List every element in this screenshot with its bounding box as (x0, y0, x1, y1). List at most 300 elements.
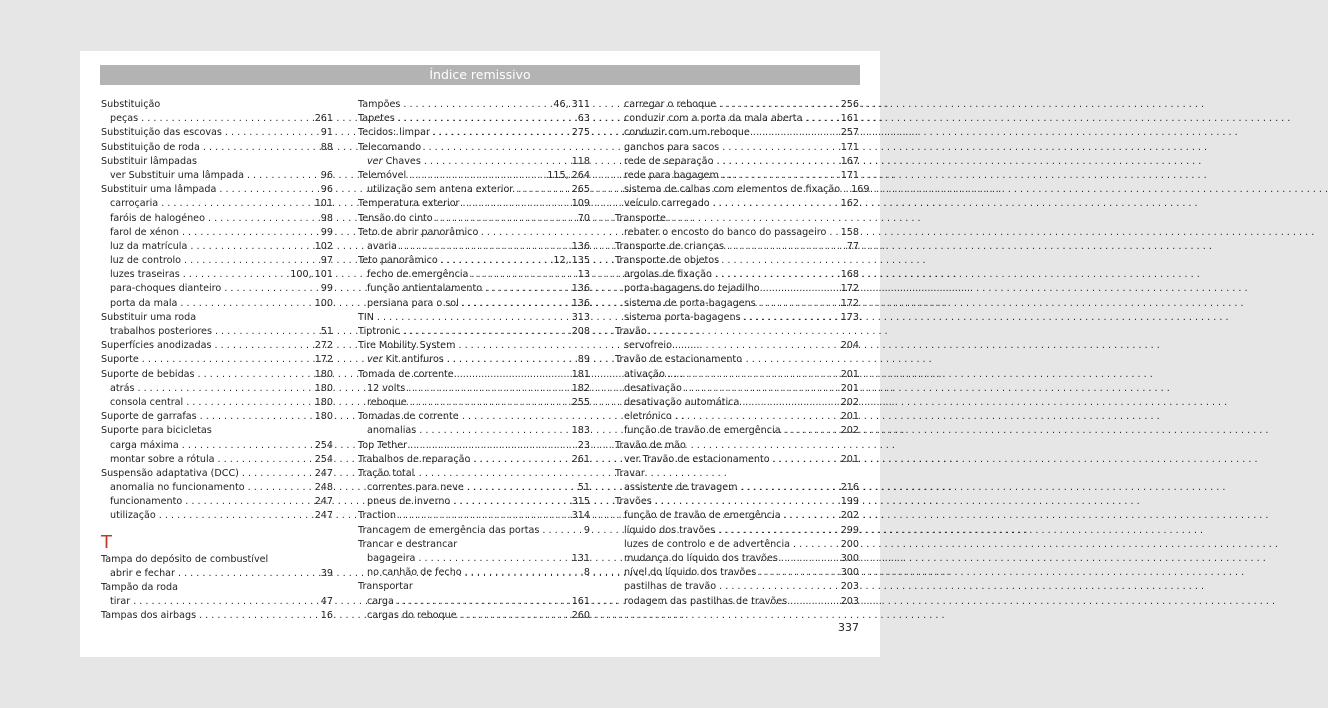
index-entry-term: funcionamento (110, 496, 183, 508)
index-entry-term: função de travão de emergência (624, 510, 781, 522)
index-entry (615, 566, 859, 580)
index-entry-term: Tomada de corrente (358, 368, 454, 380)
index-entry-term: Tiptronic (358, 326, 400, 337)
index-entry-term: trabalhos posteriores (110, 326, 212, 337)
index-entry-term: atrás (110, 382, 135, 394)
index-entry-page: 315 (571, 496, 590, 508)
index-entry (615, 126, 859, 140)
index-entry (101, 424, 333, 438)
index-entry-term: farol de xénon (110, 226, 179, 238)
leader-dots (453, 495, 569, 509)
leader-dots (185, 495, 312, 509)
leader-dots (467, 481, 576, 495)
leader-dots (463, 197, 570, 211)
leader-dots (790, 595, 839, 609)
index-entry-page: 300 (840, 553, 859, 564)
index-entry-page: 161 (840, 113, 859, 125)
index-entry-term: Transportar (358, 581, 413, 593)
index-entry-term: Tampas dos airbags (101, 610, 197, 622)
leader-dots (377, 311, 570, 325)
index-entry (615, 212, 859, 226)
index-entry-page: 131 (571, 553, 590, 564)
index-entry-term: Travões (615, 496, 652, 508)
index-entry (101, 453, 333, 467)
index-entry-term: Telemóvel (358, 169, 407, 181)
index-entry (615, 197, 859, 211)
index-entry-term: conduzir com a porta da mala aberta (624, 113, 803, 125)
index-entry-term: cargas do reboque (367, 609, 457, 621)
leader-dots (471, 268, 575, 282)
page-header (100, 65, 860, 85)
index-entry (101, 169, 333, 183)
index-entry (101, 382, 333, 396)
leader-dots (447, 353, 576, 367)
leader-dots (716, 155, 838, 169)
index-entry-page: 202 (840, 425, 859, 437)
leader-dots (400, 240, 570, 254)
leader-dots (142, 353, 313, 367)
leader-dots (759, 566, 838, 580)
leader-dots (203, 141, 319, 155)
index-entry-term: nível do líquido dos travões (624, 567, 757, 579)
leader-dots (460, 609, 570, 623)
index-entry (615, 524, 859, 538)
index-entry-term: Substituir uma roda (101, 311, 197, 323)
see-reference-prefix: ver (367, 155, 383, 167)
index-entry-term: Trabalhos de reparação (358, 453, 471, 465)
index-entry (358, 212, 590, 226)
leader-dots (741, 481, 839, 495)
index-entry-page: 168 (840, 269, 859, 281)
index-entry-term: persiana para o sol (367, 297, 459, 309)
index-entry-page: 8 (583, 567, 590, 579)
index-entry (615, 580, 859, 594)
index-entry-page: 180 (314, 396, 333, 408)
leader-dots (719, 580, 839, 594)
index-entry-term: correntes para neve (367, 482, 464, 494)
index-entry-page: 254 (314, 453, 333, 465)
index-entry (615, 297, 859, 311)
index-entry (615, 495, 859, 509)
index-entry (615, 254, 859, 268)
index-entry (101, 481, 333, 495)
index-entry (615, 112, 859, 126)
index-entry-term: Transporte (615, 212, 666, 224)
leader-dots (829, 226, 838, 240)
index-entry-term: Suspensão adaptativa (DCC) (101, 467, 239, 479)
index-entry (358, 566, 590, 580)
index-entry (101, 353, 333, 367)
index-entry-page: 96 (320, 169, 333, 181)
index-entry-term: sistema porta-bagagens (624, 311, 741, 323)
index-entry-term: Tampão da roda (101, 582, 178, 593)
leader-dots (161, 197, 313, 211)
index-entry (358, 254, 590, 268)
index-entry-term: Tampa do depósito de combustível (101, 553, 269, 565)
index-entry (358, 155, 590, 169)
index-entry-page: 136 (571, 297, 590, 309)
index-entry (615, 410, 859, 424)
index-entry-page: 70 (577, 212, 590, 224)
index-entry-page: 172 (840, 297, 859, 309)
index-entry-term: Substituir uma lâmpada (101, 184, 217, 196)
index-entry-page: 169 (851, 184, 870, 196)
index-entry-page: 171 (840, 169, 859, 181)
index-entry-page: 261 (571, 453, 590, 465)
index-entry-term: porta da mala (110, 297, 178, 309)
index-entry (358, 112, 590, 126)
index-entry (101, 581, 333, 595)
index-entry-term: Tração total (358, 467, 415, 479)
index-entry (358, 467, 590, 481)
leader-dots (727, 240, 845, 254)
leader-dots (805, 112, 838, 126)
leader-dots (719, 98, 839, 112)
leader-dots (208, 212, 319, 226)
index-entry (358, 509, 590, 523)
index-entry (101, 141, 333, 155)
index-entry (358, 226, 590, 240)
leader-dots (784, 509, 839, 523)
index-entry-term: argolas de fixação (624, 269, 712, 281)
leader-dots (675, 339, 839, 353)
index-entry (101, 439, 333, 453)
index-entry (101, 609, 333, 623)
index-entry (615, 467, 859, 481)
index-entry-term: sistema de porta-bagagens (624, 297, 756, 309)
index-entry (615, 311, 859, 325)
index-entry-page: 89 (577, 354, 590, 366)
index-entry (101, 155, 333, 169)
index-entry (358, 580, 590, 594)
index-entry (101, 311, 333, 325)
index-entry (358, 311, 590, 325)
index-entry-term: tirar (110, 596, 131, 608)
index-entry-term: montar sobre a rótula (110, 453, 215, 465)
index-entry-term: consola central (110, 396, 184, 408)
index-entry-page: 255 (571, 396, 590, 408)
index-entry (358, 197, 590, 211)
index-entry (101, 509, 333, 523)
index-entry-term: Trancar e destrancar (358, 538, 458, 550)
see-reference-prefix: ver (367, 354, 383, 366)
leader-dots (133, 595, 319, 609)
leader-dots (137, 382, 312, 396)
index-entry-page: 201 (840, 411, 859, 423)
leader-dots (759, 297, 839, 311)
index-entry-page: 101 (314, 198, 333, 210)
index-entry (101, 212, 333, 226)
index-entry-page: 199 (840, 496, 859, 508)
leader-dots (742, 396, 838, 410)
index-entry (358, 126, 590, 140)
index-entry (358, 524, 590, 538)
index-entry-page: 300 (840, 567, 859, 579)
index-entry-page: 162 (840, 198, 859, 210)
leader-dots (675, 410, 839, 424)
leader-dots (718, 524, 838, 538)
leader-dots (218, 453, 313, 467)
index-entry (358, 453, 590, 467)
index-entry (358, 410, 590, 424)
index-entry-page: 299 (840, 524, 859, 536)
leader-dots (215, 325, 319, 339)
index-entry-page: 13 (577, 269, 590, 281)
leader-dots (753, 126, 839, 140)
index-entry-term: Travão de estacionamento (615, 354, 743, 366)
index-entry-term: Top Tether (358, 439, 408, 451)
index-entry-page: 97 (320, 255, 333, 267)
index-entry (101, 112, 333, 126)
index-entry-page: 257 (840, 127, 859, 139)
index-entry-page: 275 (571, 127, 590, 139)
index-entry (358, 609, 590, 623)
index-entry-page: 182 (571, 382, 590, 394)
index-entry-term: carregar o reboque (624, 99, 717, 110)
index-entry-page: 180 (314, 382, 333, 394)
index-entry-term: Transporte de objetos (615, 255, 720, 267)
index-entry (101, 368, 333, 382)
index-entry (615, 368, 859, 382)
index-entry (101, 197, 333, 211)
leader-dots (843, 183, 849, 197)
index-entry-page: 47 (320, 596, 333, 608)
index-entry (358, 268, 590, 282)
index-entry-page: 216 (840, 482, 859, 494)
index-entry-term: conduzir com um reboque (624, 127, 750, 139)
index-entry-term: Suporte (101, 354, 139, 366)
index-entry-term: Substituir lâmpadas (101, 155, 198, 167)
index-entry-page: 248 (314, 482, 333, 494)
leader-dots (441, 254, 552, 268)
index-entry (358, 183, 590, 197)
index-entry (615, 282, 859, 296)
index-entry-term: fecho de emergência (367, 269, 469, 281)
leader-dots (516, 183, 569, 197)
index-entry-term: Suporte para bicicletas (101, 425, 212, 437)
index-entry-page: 88 (320, 141, 333, 153)
leader-dots (685, 382, 839, 396)
leader-dots (418, 552, 569, 566)
leader-dots (408, 382, 569, 396)
index-entry (358, 481, 590, 495)
index-entry-term: Travão (615, 326, 647, 337)
leader-dots (225, 126, 319, 140)
page-number: 337 (838, 621, 859, 634)
index-entry-term: Traction (358, 510, 396, 522)
index-entry-page: 96 (320, 184, 333, 196)
leader-dots (436, 212, 576, 226)
index-entry (615, 240, 859, 254)
leader-dots (744, 311, 839, 325)
index-entry-term: Tecidos: limpar (358, 127, 430, 139)
index-entry-term: para-choques dianteiro (110, 283, 222, 295)
index-entry-term: bagageira (367, 553, 416, 564)
index-entry-page: 100 (314, 297, 333, 309)
leader-dots (722, 141, 839, 155)
index-entry-page: 247 (314, 467, 333, 479)
index-entry (615, 424, 859, 438)
leader-dots (410, 396, 570, 410)
index-entry-term: ver Substituir uma lâmpada (110, 169, 244, 181)
index-entry-term: Travar (615, 467, 645, 479)
index-entry (101, 282, 333, 296)
leader-dots (485, 282, 570, 296)
index-entry (358, 339, 590, 353)
leader-dots (219, 183, 318, 197)
leader-dots (433, 126, 570, 140)
leader-dots (457, 368, 570, 382)
leader-dots (141, 112, 313, 126)
index-entry (615, 382, 859, 396)
index-entry (358, 424, 590, 438)
index-entry-term: no canhão de fecho (367, 567, 462, 579)
index-entry (358, 552, 590, 566)
index-column-2 (358, 98, 590, 623)
index-entry (101, 467, 333, 481)
leader-dots (419, 424, 569, 438)
leader-dots (248, 481, 313, 495)
leader-dots (793, 538, 839, 552)
leader-dots (784, 424, 839, 438)
index-entry-term: função de travão de emergência (624, 425, 781, 437)
index-entry-term: carga (367, 595, 394, 607)
index-entry-term: desativação automática (624, 396, 740, 408)
leader-dots (410, 439, 576, 453)
index-entry-term (367, 353, 444, 367)
index-entry-page: 208 (571, 326, 590, 337)
index-entry-term: pastilhas de travão (624, 581, 717, 593)
index-entry (615, 552, 859, 566)
leader-dots (403, 325, 570, 339)
index-entry-term: desativação (624, 382, 682, 394)
index-entry-page: 173 (840, 311, 859, 323)
index-entry (615, 509, 859, 523)
index-entry (358, 282, 590, 296)
index-entry (615, 595, 859, 609)
leader-dots (668, 368, 839, 382)
leader-dots (715, 268, 839, 282)
index-entry-page: 118 (571, 155, 590, 167)
index-entry-term: ativação (624, 368, 665, 380)
index-entry (615, 169, 859, 183)
index-entry-page: 167 (840, 155, 859, 167)
index-entry-term: carga máxima (110, 439, 179, 451)
leader-dots (713, 197, 839, 211)
index-entry (101, 268, 333, 282)
index-entry (615, 439, 859, 453)
index-entry-term: TIN (358, 311, 374, 323)
leader-dots (242, 467, 313, 481)
index-entry-term: Tire Mobility System (358, 340, 456, 352)
index-entry-term: peças (110, 113, 139, 125)
index-entry-page: 99 (320, 226, 333, 238)
index-page (80, 51, 880, 657)
index-entry-term: luzes traseiras (110, 269, 180, 281)
index-entry-page: 16 (320, 610, 333, 622)
index-entry-page: 171 (840, 141, 859, 153)
index-entry-page: 203 (840, 595, 859, 607)
index-entry-term: Substituição das escovas (101, 127, 222, 139)
index-entry (101, 567, 333, 581)
index-entry (358, 240, 590, 254)
index-entry-term: Substituição (101, 99, 161, 110)
index-entry-page: 102 (314, 240, 333, 252)
index-entry-label: Kit antifuros (385, 354, 444, 366)
index-entry-page: 265 (571, 184, 590, 196)
index-entry-page: 23 (577, 439, 590, 451)
index-entry (358, 396, 590, 410)
index-entry-page: 98 (320, 212, 333, 224)
index-entry-term: anomalias (367, 425, 417, 437)
index-entry-page: 200 (840, 538, 859, 550)
index-entry (101, 297, 333, 311)
index-entry-term: Tensão do cinto (358, 212, 433, 224)
index-entry-page: 183 (571, 425, 590, 437)
index-entry-term: Travão de mão (615, 439, 686, 451)
leader-dots (182, 439, 313, 453)
index-entry-page: 39 (320, 567, 333, 579)
index-entry-page: 202 (840, 396, 859, 408)
leader-dots (200, 410, 313, 424)
index-entry (358, 595, 590, 609)
index-entry-page: 180 (314, 411, 333, 423)
index-entry-page: 247 (314, 510, 333, 522)
index-entry-term: porta-bagagens do tejadilho (624, 283, 760, 295)
leader-dots (722, 169, 839, 183)
leader-dots (199, 609, 319, 623)
index-entry (358, 297, 590, 311)
index-entry-page: 201 (840, 382, 859, 394)
leader-dots (215, 339, 313, 353)
index-entry-term: rodagem das pastilhas de travões (624, 595, 788, 607)
index-entry-page: 204 (840, 340, 859, 352)
index-entry-term: Substituição de roda (101, 141, 200, 153)
index-entry-term: servofreio (624, 340, 672, 352)
index-entry-page: 247 (314, 496, 333, 508)
leader-dots (159, 509, 313, 523)
leader-dots (542, 524, 582, 538)
index-entry-term: Teto de abrir panorâmico (358, 226, 479, 238)
index-entry-term: Suporte de garrafas (101, 411, 197, 423)
index-entry (101, 595, 333, 609)
index-entry-term: Tomadas de corrente (358, 411, 459, 423)
leader-dots (462, 297, 570, 311)
leader-dots (180, 297, 312, 311)
leader-dots (190, 240, 312, 254)
index-entry-page: 181 (571, 368, 590, 380)
index-entry-term: 12 volts (367, 382, 406, 394)
leader-dots (465, 566, 582, 580)
index-entry (615, 396, 859, 410)
index-entry (101, 98, 333, 112)
index-entry-term (367, 155, 421, 169)
index-entry-term: assistente de travagem (624, 482, 738, 494)
index-entry-term: ver Travão de estacionamento (624, 453, 770, 465)
leader-dots (182, 226, 319, 240)
index-entry-term: anomalia no funcionamento (110, 482, 245, 494)
leader-dots (763, 282, 839, 296)
index-entry (615, 226, 859, 240)
index-entry (101, 226, 333, 240)
index-entry-label: Chaves (385, 155, 421, 167)
index-entry (615, 155, 859, 169)
index-entry-term: abrir e fechar (110, 567, 175, 579)
index-entry-page: 158 (840, 226, 859, 238)
index-entry-page: 161 (571, 595, 590, 607)
index-entry-term: avaria (367, 240, 397, 252)
index-entry (358, 368, 590, 382)
